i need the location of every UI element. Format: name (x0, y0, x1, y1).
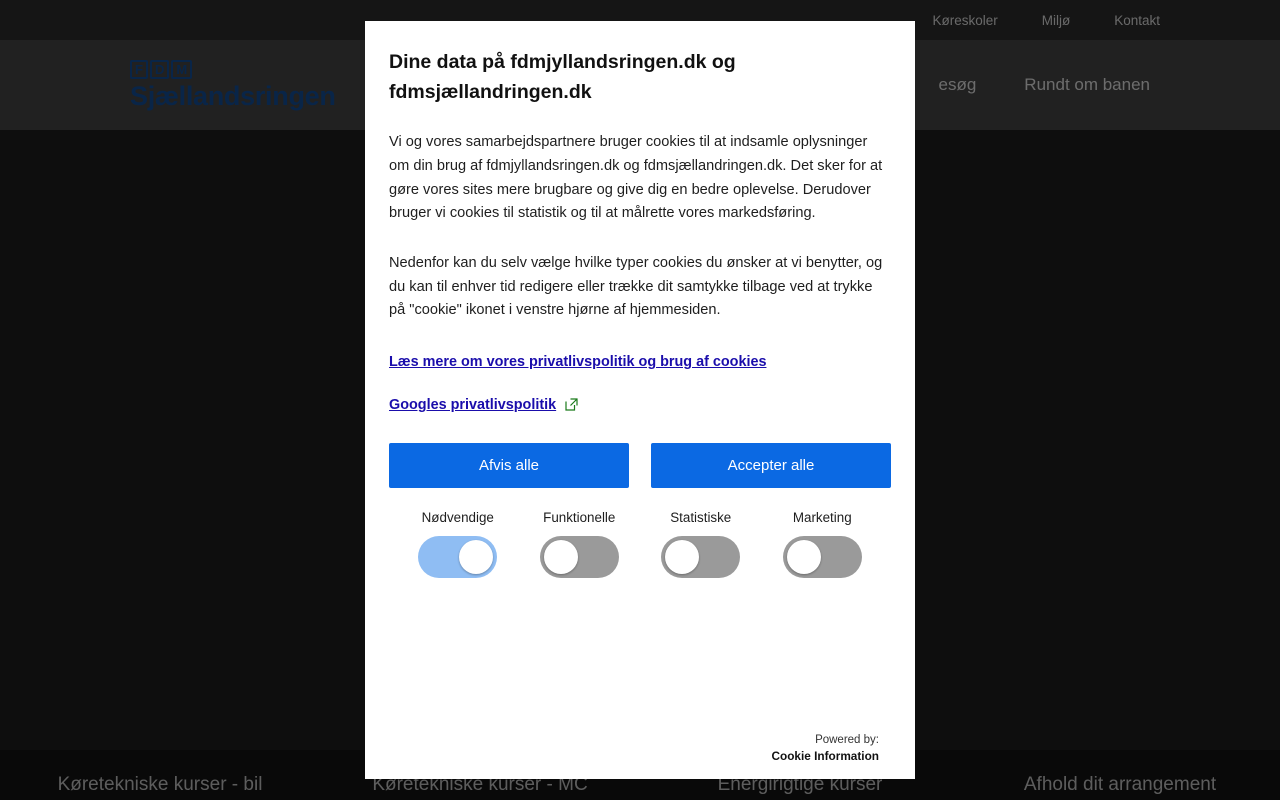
reject-all-button[interactable]: Afvis alle (389, 443, 629, 488)
category-marketing (762, 510, 884, 578)
toggle-marketing[interactable] (783, 536, 862, 578)
cookie-consent-dialog (365, 21, 915, 779)
category-statistical (640, 510, 762, 578)
dialog-actions (389, 443, 891, 488)
toggle-knob (787, 540, 821, 574)
powered-by (389, 734, 891, 769)
category-label: Funktionelle (543, 509, 616, 525)
toggle-functional[interactable] (540, 536, 619, 578)
category-necessary (397, 510, 519, 578)
category-label: Marketing (792, 509, 852, 525)
google-privacy-link[interactable]: Googles privatlivspolitik (389, 396, 557, 413)
privacy-policy-link[interactable]: Læs mere om vores privatlivspolitik og brug af cookies (389, 353, 767, 370)
dialog-paragraph-1: Vi og vores samarbejdspartnere bruger cookies til at indsamle oplysninger om din brug af fdmjyllandsringen.dk og fdmsjællandringen.dk. Det sker for at gøre vores sites mere brugbare og give dig en bedre oplevelse. Derudover bruger vi cookies til statistik og til at målrette vores markedsføring. (389, 134, 883, 222)
dialog-title: Dine data på fdmjyllandsringen.dk og fdmsjællandringen.dk (389, 51, 736, 104)
toggle-necessary[interactable] (418, 536, 497, 578)
toggle-knob (459, 540, 493, 574)
accept-all-button[interactable]: Accepter alle (651, 443, 891, 488)
toggle-knob (665, 540, 699, 574)
dialog-links (389, 353, 891, 413)
consent-categories (389, 510, 891, 578)
toggle-statistical[interactable] (661, 536, 740, 578)
category-functional (519, 510, 641, 578)
toggle-knob (544, 540, 578, 574)
powered-by-label: Powered by: (815, 734, 879, 746)
category-label: Statistiske (670, 509, 732, 525)
powered-by-vendor: Cookie Information (771, 749, 879, 763)
category-label: Nødvendige (421, 509, 494, 525)
external-link-icon (565, 398, 578, 411)
dialog-paragraph-2: Nedenfor kan du selv vælge hvilke typer cookies du ønsker at vi benytter, og du kan til enhver tid redigere eller trække dit samtykke tilbage ved at trykke på "cookie" ikonet i venstre hjørne af hjemmesiden. (389, 255, 883, 319)
